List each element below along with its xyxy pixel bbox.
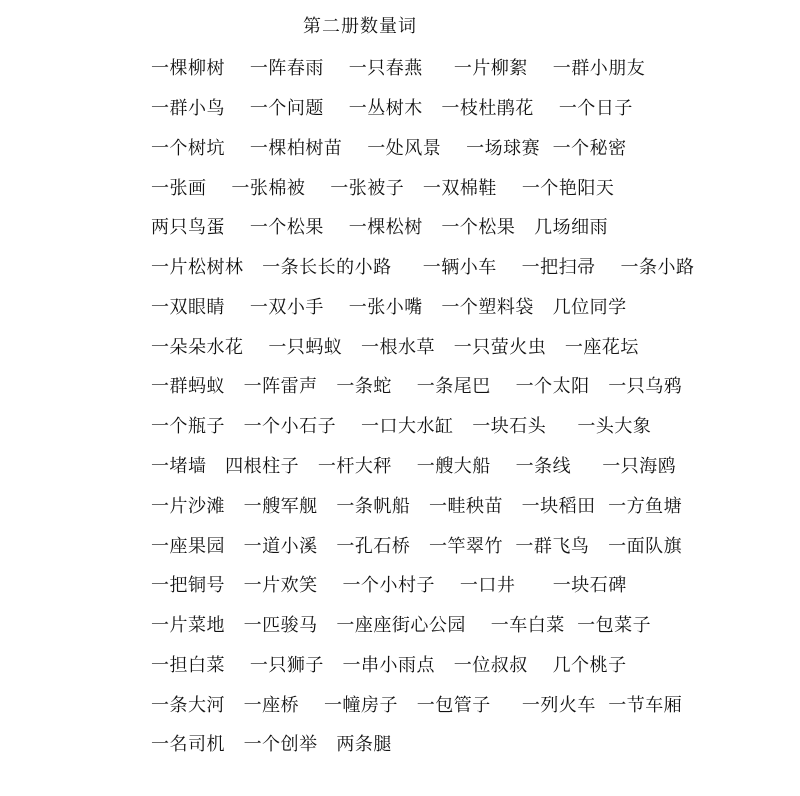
- text-line: 一群小鸟 一个问题 一丛树木 一枝杜鹃花 一个日子: [151, 98, 633, 119]
- text-line: 一堵墙 四根柱子 一杆大秤 一艘大船 一条线 一只海鸥: [151, 456, 677, 477]
- text-line: 一把铜号 一片欢笑 一个小村子 一口井 一块石碑: [151, 575, 627, 596]
- text-line: 一条大河 一座桥 一幢房子 一包管子 一列火车 一节车厢: [151, 695, 683, 716]
- text-line: 一片沙滩 一艘军舰 一条帆船 一畦秧苗 一块稻田 一方鱼塘: [151, 496, 683, 517]
- text-line: 一片松树林 一条长长的小路 一辆小车 一把扫帚 一条小路: [151, 257, 695, 278]
- text-line: 一双眼睛 一双小手 一张小嘴 一个塑料袋 几位同学: [151, 297, 627, 318]
- text-line: 一张画 一张棉被 一张被子 一双棉鞋 一个艳阳天: [151, 178, 615, 199]
- text-line: 一担白菜 一只狮子 一串小雨点 一位叔叔 几个桃子: [151, 655, 627, 676]
- page-title: 第二册数量词: [303, 16, 417, 37]
- text-line: 一个树坑 一棵柏树苗 一处风景 一场球赛 一个秘密: [151, 138, 627, 159]
- text-line: 一座果园 一道小溪 一孔石桥 一竿翠竹 一群飞鸟 一面队旗: [151, 536, 683, 557]
- text-line: 一群蚂蚁 一阵雷声 一条蛇 一条尾巴 一个太阳 一只乌鸦: [151, 376, 683, 397]
- text-line: 一个瓶子 一个小石子 一口大水缸 一块石头 一头大象: [151, 416, 652, 437]
- text-line: 两只鸟蛋 一个松果 一棵松树 一个松果 几场细雨: [151, 217, 609, 238]
- text-line: 一朵朵水花 一只蚂蚁 一根水草 一只萤火虫 一座花坛: [151, 337, 639, 358]
- text-line: 一棵柳树 一阵春雨 一只春燕 一片柳絮 一群小朋友: [151, 58, 646, 79]
- text-line: 一片菜地 一匹骏马 一座座街心公园 一车白菜 一包菜子: [151, 615, 652, 636]
- text-line: 一名司机 一个创举 两条腿: [151, 734, 392, 755]
